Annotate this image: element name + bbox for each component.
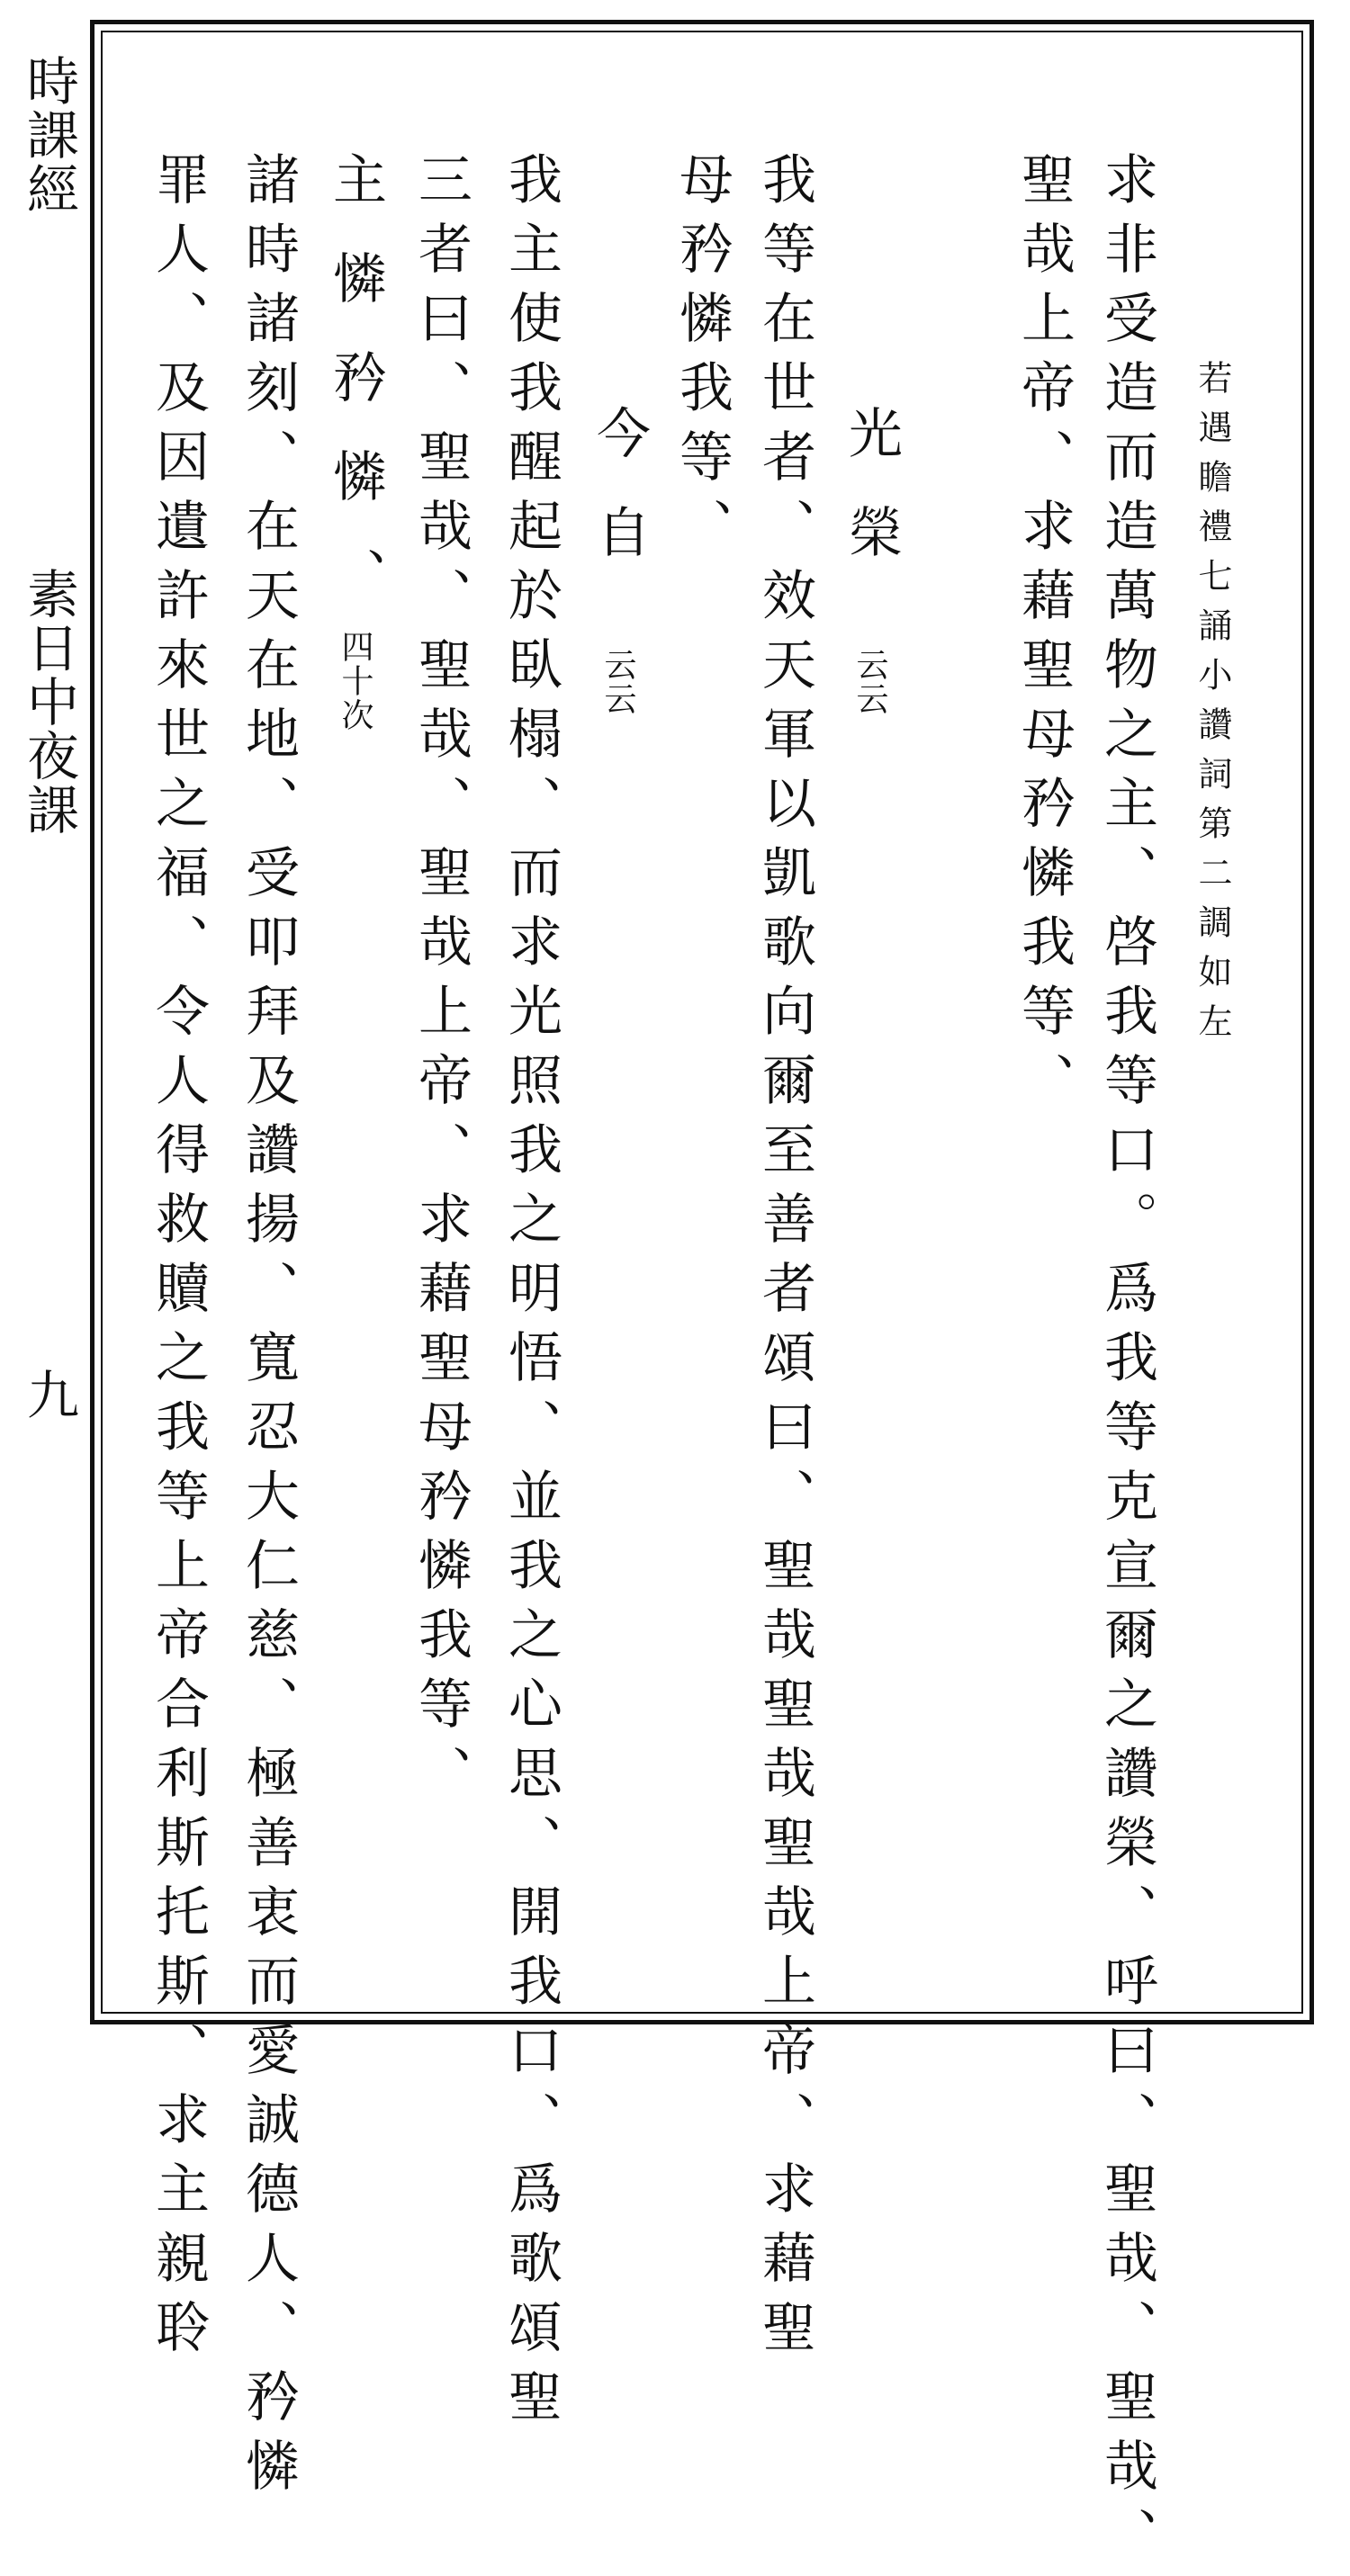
text-column-2: 聖哉上帝、求藉聖母矜憐我等、 bbox=[1012, 151, 1076, 1121]
text-column-4: 我等在世者、效天軍以凱歌向爾至善者頌曰、聖哉聖哉聖哉上帝、求藉聖 bbox=[753, 151, 816, 2368]
text-column-3-note: 云云 bbox=[851, 648, 888, 716]
text-column-8: 三者曰、聖哉、聖哉、聖哉上帝、求藉聖母矜憐我等、 bbox=[410, 151, 472, 1814]
book-title: 時課經 bbox=[18, 54, 79, 216]
text-column-5: 母矜憐我等、 bbox=[670, 151, 734, 567]
section-title: 素日中夜課 bbox=[18, 567, 79, 837]
text-column-7: 我主使我醒起於臥榻、而求光照我之明悟、並我之心思、開我口、爲歌頌聖 bbox=[500, 151, 562, 2437]
page-number: 九 bbox=[18, 1368, 79, 1422]
text-column-11: 罪人、及因遺許來世之福、令人得救贖之我等上帝合利斯托斯、求主親聆 bbox=[147, 151, 210, 2368]
text-column-1: 求非受造而造萬物之主、啓我等口。爲我等克宣爾之讚榮、呼曰、聖哉、聖哉、 bbox=[1095, 151, 1158, 2576]
text-column-9-main: 主憐矜憐、 bbox=[324, 151, 387, 646]
text-column-6-main: 今自 bbox=[588, 405, 651, 603]
text-column-10: 諸時諸刻、在天在地、受叩拜及讚揚、寬忍大仁慈、極善衷而愛誠德人、矜憐 bbox=[237, 151, 300, 2507]
text-column-3-main: 光榮 bbox=[840, 405, 903, 603]
text-column-6-note: 云云 bbox=[599, 648, 636, 716]
page-heading: 若遇瞻禮七誦小讚詞第二調如左 bbox=[1192, 360, 1232, 1053]
text-column-9-note: 四十次 bbox=[337, 630, 374, 732]
